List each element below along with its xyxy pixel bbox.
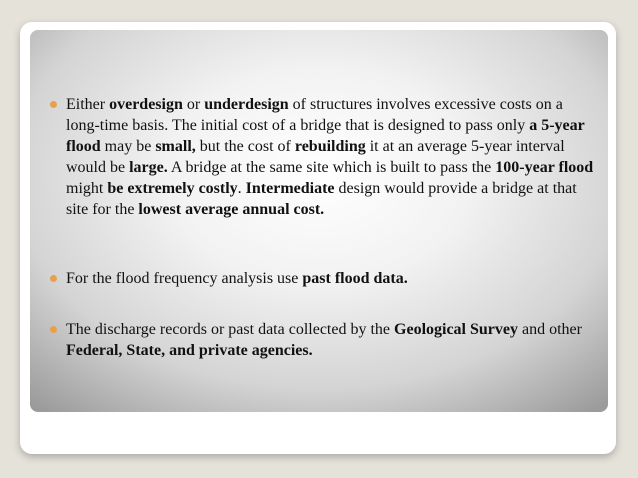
text-run: .: [237, 180, 246, 197]
bullet-item-discharge-records: [50, 319, 595, 361]
bullet-text: [66, 319, 595, 361]
text-run: of structures involves excessive costs on a long-time basis. The initial cost of a bridge that is designed to pass only: [66, 96, 563, 134]
bold-run: large.: [129, 159, 168, 176]
bullet-text: [66, 268, 595, 289]
text-run: For the flood frequency analysis use: [66, 270, 303, 287]
bold-run: Geological Survey: [394, 321, 518, 338]
text-run: A bridge at the same site which is built to pass the: [167, 159, 496, 176]
bullet-marker-icon: [50, 326, 57, 333]
bullet-item-design-costs: [50, 94, 595, 220]
text-run: design would provide a bridge at that site for the: [66, 180, 577, 218]
text-run: The discharge records or past data collected by the: [66, 321, 395, 338]
bold-run: lowest average annual cost.: [138, 201, 325, 218]
bold-run: a 5-year flood: [66, 117, 585, 155]
bold-run: Federal, State, and private agencies.: [66, 342, 313, 359]
text-run: and other: [518, 321, 582, 338]
text-run: it at an average 5-year interval would be: [66, 138, 565, 176]
text-run: but the cost of: [195, 138, 295, 155]
bold-run: small,: [155, 138, 196, 155]
text-run: Either: [66, 96, 110, 113]
bold-run: rebuilding: [294, 138, 366, 155]
text-run: may be: [100, 138, 156, 155]
bold-run: underdesign: [204, 96, 289, 113]
text-run: or: [182, 96, 205, 113]
content-panel: [30, 30, 608, 412]
bold-run: be extremely costly: [107, 180, 238, 197]
bold-run: past flood data.: [302, 270, 408, 287]
bullet-marker-icon: [50, 275, 57, 282]
text-run: might: [66, 180, 108, 197]
bullet-marker-icon: [50, 101, 57, 108]
bold-run: overdesign: [109, 96, 183, 113]
bold-run: 100-year flood: [495, 159, 594, 176]
bold-run: Intermediate: [245, 180, 335, 197]
bullet-item-flood-analysis: [50, 268, 595, 289]
bullet-text: [66, 94, 595, 220]
